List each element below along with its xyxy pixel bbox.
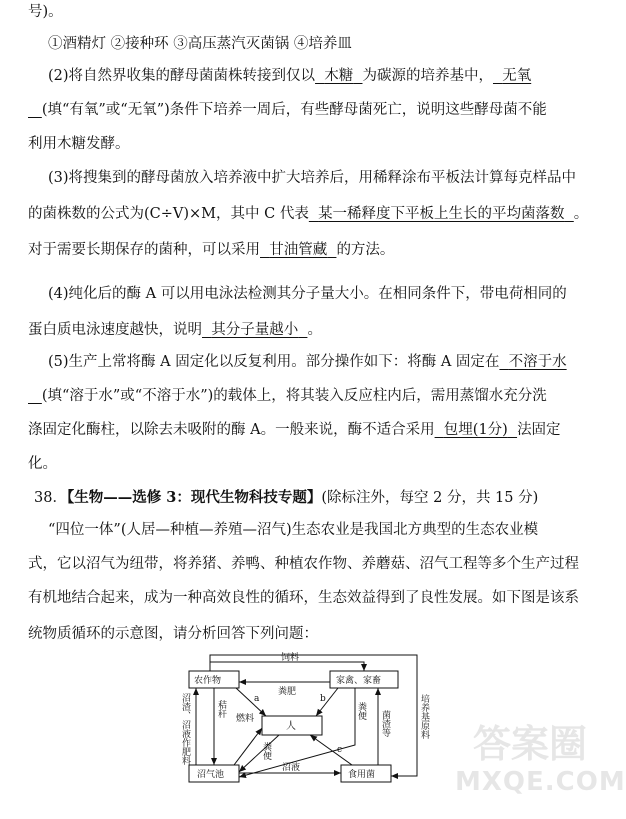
watermark-logo-text: 答案圈 bbox=[472, 722, 587, 766]
answer-glycerol: 甘油管藏 bbox=[269, 242, 328, 258]
label-dung-human: 粪便 bbox=[261, 742, 271, 760]
question-38-line-4: 统物质循环的示意图，请分析回答下列问题： bbox=[28, 626, 318, 642]
question-5-line-1: (5)生产上常将酶 A 固定化以反复利用。部分操作如下：将酶 A 固定在 不溶于水 bbox=[48, 354, 567, 370]
label-crops: 农作物 bbox=[194, 676, 222, 686]
tools-list: ①酒精灯 ②接种环 ③高压蒸汽灭菌锅 ④培养皿 bbox=[48, 36, 352, 52]
label-feed: 饲料 bbox=[281, 653, 300, 663]
question-38-header: 38．【生物——选修 3：现代生物科技专题】(除标注外，每空 2 分，共 15 分) bbox=[34, 489, 539, 506]
question-38-line-3: 有机地结合起来，成为一种高效良性的循环，生态效益得到了良性发展。如下图是该系 bbox=[28, 590, 579, 606]
edge-c bbox=[310, 735, 352, 765]
question-38-line-2: 式，它以沼气为纽带，将养猪、养鸭、种植农作物、养蘑菇、沼气工程等多个生产过程 bbox=[28, 556, 579, 572]
question-4-line-2: 蛋白质电泳速度越快，说明 其分子量越小 。 bbox=[28, 322, 322, 338]
edge-a bbox=[236, 688, 266, 716]
label-c: c bbox=[337, 745, 343, 755]
question-5-line-4: 化。 bbox=[28, 456, 57, 472]
question-5-line-2: (填“溶于水”或“不溶于水”)的载体上，将其装入反应柱内后，需用蒸馏水充分洗 bbox=[41, 388, 547, 404]
answer-colony-count: 某一稀释度下平板上生长的平均菌落数 bbox=[318, 206, 565, 222]
question-38-title: 【生物——选修 3：现代生物科技专题】 bbox=[66, 489, 322, 506]
label-dung-poultry: 粪便 bbox=[356, 702, 366, 720]
label-human: 人 bbox=[286, 721, 296, 732]
label-manure: 粪肥 bbox=[278, 687, 297, 697]
label-biogas-pool: 沼气池 bbox=[197, 770, 225, 780]
question-3-line-2: 的菌株数的公式为(C÷V)×M，其中 C 代表 某一稀释度下平板上生长的平均菌落数 。 bbox=[28, 206, 589, 222]
question-2-line-2: (填“有氧”或“无氧”)条件下培养一周后，有些酵母菌死亡，说明这些酵母菌不能 bbox=[41, 102, 547, 118]
answer-xylose: 木糖 bbox=[324, 68, 354, 84]
vertical-labels bbox=[180, 693, 430, 766]
edge-dung-human bbox=[239, 735, 279, 772]
watermark bbox=[455, 722, 626, 818]
label-fuel: 燃料 bbox=[236, 714, 255, 724]
answer-insoluble: 不溶于水 bbox=[508, 354, 567, 370]
edge-feed bbox=[210, 662, 364, 671]
answer-embedding: 包埋(1分) bbox=[443, 422, 508, 438]
label-a: a bbox=[254, 694, 260, 704]
label-residue-fertilizer: 沼渣、沼液作肥料 bbox=[180, 693, 190, 765]
label-poultry: 家禽、家畜 bbox=[336, 676, 382, 686]
edge-fuel bbox=[234, 728, 262, 765]
text-line-0: 号)。 bbox=[28, 4, 63, 20]
label-straw: 秸秆 bbox=[216, 700, 226, 718]
question-4-line-1: (4)纯化后的酶 A 可以用电泳法检测其分子量大小。在相同条件下，带电荷相同的 bbox=[48, 286, 567, 302]
label-slurry: 沼液 bbox=[282, 763, 301, 773]
label-culture-medium: 培养基原料 bbox=[419, 694, 429, 739]
question-3-line-3: 对于需要长期保存的菌种，可以采用 甘油管藏 的方法。 bbox=[28, 242, 395, 258]
question-5-line-3: 涤固定化酶柱，以除去未吸附的酶 A。一般来说，酶不适合采用 包埋(1分) 法固定 bbox=[28, 422, 561, 438]
answer-smaller-mass: 其分子量越小 bbox=[211, 322, 299, 338]
label-mushroom: 食用菌 bbox=[348, 770, 376, 780]
label-b: b bbox=[320, 694, 326, 704]
question-38-line-1: “四位一体”(人居—种植—养殖—沼气)生态农业是我国北方典型的生态农业模 bbox=[48, 522, 539, 538]
question-2-line-3: 利用木糖发酵。 bbox=[28, 136, 130, 152]
watermark-url: MXQE.COM bbox=[455, 767, 626, 797]
question-2-line-1: (2)将自然界收集的酵母菌菌株转接到仅以 木糖 为碳源的培养基中， 无氧 bbox=[48, 68, 532, 84]
answer-anaerobic: 无氧 bbox=[502, 68, 532, 84]
question-3-line-1: (3)将搜集到的酵母菌放入培养液中扩大培养后，用稀释涂布平板法计算每克样品中 bbox=[48, 170, 577, 186]
label-mushroom-residue: 菌渣等 bbox=[380, 710, 390, 737]
